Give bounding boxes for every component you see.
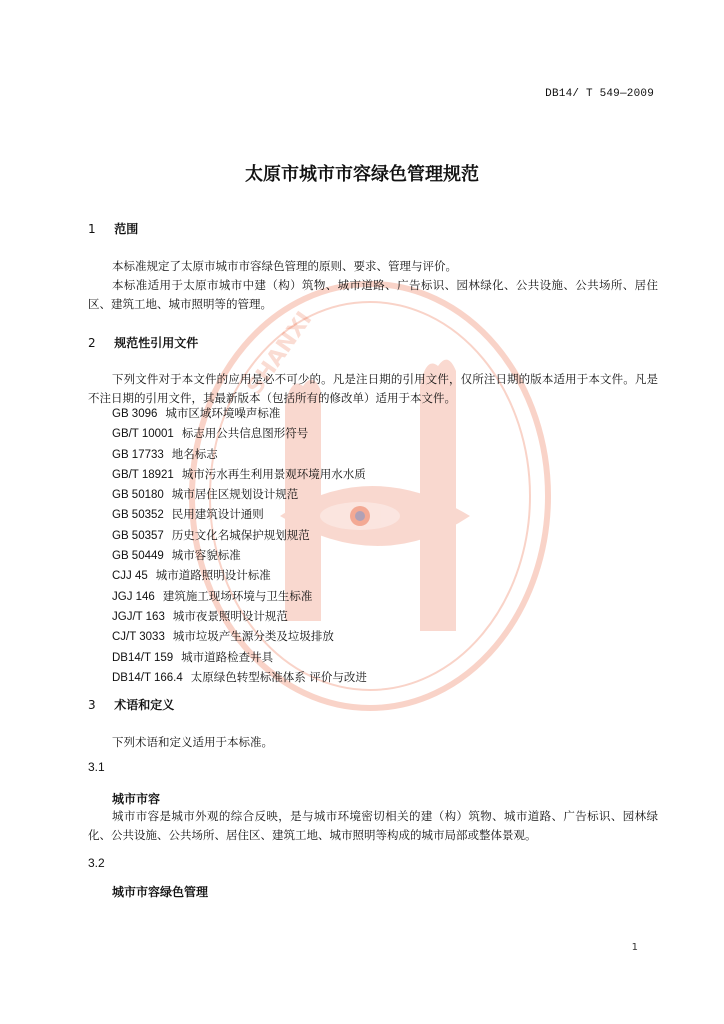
reference-code: GB 17733 <box>112 448 164 461</box>
reference-title: 城市污水再生利用景观环境用水水质 <box>181 466 366 481</box>
standard-number: DB14/ T 549—2009 <box>545 88 654 100</box>
reference-code: GB 50352 <box>112 509 164 522</box>
scope-text <box>88 257 658 314</box>
reference-title: 城市道路检查井具 <box>181 649 274 664</box>
reference-item <box>112 404 367 424</box>
reference-code: CJJ 45 <box>112 570 148 583</box>
reference-title: 城市道路照明设计标准 <box>155 568 271 583</box>
reference-item <box>112 648 367 668</box>
reference-title: 城市夜景照明设计规范 <box>172 608 288 623</box>
clause-number-3-2: 3.2 <box>88 856 105 870</box>
reference-item <box>112 526 367 546</box>
reference-code: JGJ/T 163 <box>112 610 165 623</box>
reference-item <box>112 566 367 586</box>
reference-code: DB14/T 166.4 <box>112 671 183 684</box>
reference-item <box>112 465 367 485</box>
section-title: 范围 <box>114 222 139 236</box>
reference-item <box>112 668 367 688</box>
reference-code: DB14/T 159 <box>112 651 174 664</box>
reference-item <box>112 424 367 444</box>
section-number: 1 <box>88 222 96 236</box>
clause-number-3-1: 3.1 <box>88 760 105 774</box>
definition-text: 城市市容是城市外观的综合反映，是与城市环境密切相关的建（构）筑物、城市道路、广告标识、园林绿化、公共设施、公共场所、居住区、建筑工地、城市照明等构成的城市局部或整体景观。 <box>88 809 658 842</box>
section-3-heading <box>88 696 174 713</box>
reference-item <box>112 587 367 607</box>
section-1-heading <box>88 220 138 237</box>
reference-item <box>112 485 367 505</box>
reference-item <box>112 546 367 566</box>
reference-title: 城市容貌标准 <box>171 548 241 563</box>
watermark-text: SHANXI <box>242 307 318 400</box>
reference-code: GB 50357 <box>112 529 164 542</box>
scope-paragraph-2: 本标准适用于太原市城市中建（构）筑物、城市道路、广告标识、园林绿化、公共设施、公共场所、居住区、建筑工地、城市照明等的管理。 <box>88 278 658 311</box>
definition-3-1 <box>88 807 658 845</box>
reference-title: 历史文化名城保护规划规范 <box>171 527 310 542</box>
terms-intro-text: 下列术语和定义适用于本标准。 <box>112 735 273 749</box>
reference-list <box>112 404 367 688</box>
normative-intro-text: 下列文件对于本文件的应用是必不可少的。凡是注日期的引用文件，仅所注日期的版本适用于本文件。凡是不注日期的引用文件，其最新版本（包括所有的修改单）适用于本文件。 <box>88 372 658 405</box>
reference-title: 太原绿色转型标准体系 评价与改进 <box>190 669 367 684</box>
reference-title: 民用建筑设计通则 <box>171 507 264 522</box>
reference-item <box>112 627 367 647</box>
reference-item <box>112 445 367 465</box>
reference-code: CJ/T 3033 <box>112 631 165 644</box>
reference-code: GB 50449 <box>112 550 164 563</box>
reference-item <box>112 505 367 525</box>
reference-title: 地名标志 <box>171 446 218 461</box>
term-3-2: 城市市容绿色管理 <box>112 885 209 899</box>
reference-code: JGJ 146 <box>112 590 155 603</box>
reference-title: 标志用公共信息图形符号 <box>181 426 309 441</box>
reference-code: GB/T 10001 <box>112 428 174 441</box>
reference-title: 城市垃圾产生源分类及垃圾排放 <box>172 629 334 644</box>
terms-intro <box>88 733 658 752</box>
section-number: 3 <box>88 698 96 712</box>
reference-title: 建筑施工现场环境与卫生标准 <box>162 588 313 603</box>
page-number: 1 <box>631 942 638 953</box>
section-title: 术语和定义 <box>114 698 175 712</box>
reference-title: 城市居住区规划设计规范 <box>171 487 299 502</box>
section-number: 2 <box>88 336 96 350</box>
scope-paragraph-1: 本标准规定了太原市城市市容绿色管理的原则、要求、管理与评价。 <box>112 259 457 273</box>
section-2-heading <box>88 334 198 351</box>
reference-title: 城市区域环境噪声标准 <box>165 406 281 420</box>
normative-intro <box>88 370 658 408</box>
term-3-1: 城市市容 <box>112 792 161 806</box>
reference-code: GB 50180 <box>112 489 164 502</box>
reference-item <box>112 607 367 627</box>
section-title: 规范性引用文件 <box>114 336 199 350</box>
reference-code: GB/T 18921 <box>112 468 174 481</box>
reference-code: GB 3096 <box>112 408 158 420</box>
document-title: 太原市城市市容绿色管理规范 <box>245 164 479 185</box>
